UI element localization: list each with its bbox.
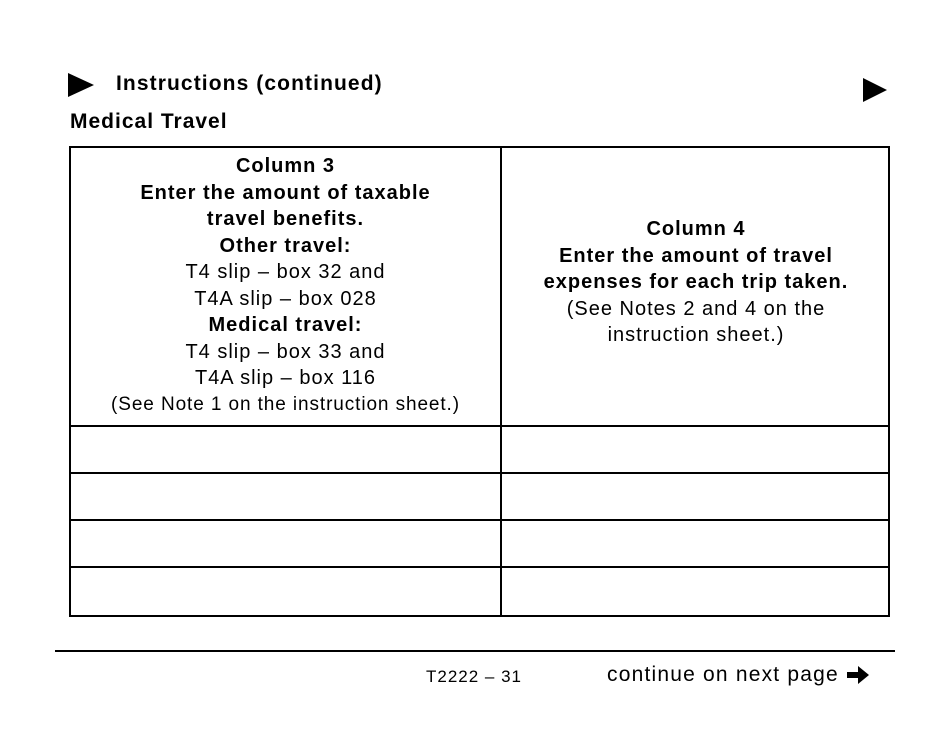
column-4-heading: Column 4: [646, 218, 746, 241]
column-3-line1: Enter the amount of taxable: [140, 181, 431, 204]
footer-divider: [55, 650, 895, 652]
column-3-header: [71, 148, 502, 427]
row-1-column-3-field[interactable]: [71, 427, 502, 474]
column-4-header: [502, 148, 890, 427]
other-travel-line1: T4 slip – box 32 and: [185, 261, 386, 283]
column-4-note1: (See Notes 2 and 4 on the: [566, 297, 826, 320]
continue-link: [607, 663, 871, 687]
row-4-column-4-field[interactable]: [502, 568, 890, 615]
column-3-line2: travel benefits.: [206, 208, 365, 230]
other-travel-line2: T4A slip – box 028: [194, 287, 377, 310]
continue-label: continue on next page: [607, 663, 839, 686]
row-1-column-4-field[interactable]: [502, 427, 890, 474]
medical-travel-line2: T4A slip – box 116: [194, 367, 377, 389]
column-3-note: (See Note 1 on the instruction sheet.): [111, 393, 460, 415]
row-3-column-3-field[interactable]: [71, 521, 502, 568]
medical-travel-table: [69, 146, 890, 617]
triangle-right-icon: [68, 73, 94, 97]
page-reference: T2222 – 31: [426, 667, 523, 686]
column-4-note2: instruction sheet.): [607, 324, 785, 347]
row-2-column-4-field[interactable]: [502, 474, 890, 521]
row-4-column-3-field[interactable]: [71, 568, 502, 615]
medical-travel-line1: T4 slip – box 33 and: [185, 340, 386, 363]
triangle-right-icon: [863, 78, 887, 102]
section-title: Medical Travel: [70, 110, 228, 133]
row-2-column-3-field[interactable]: [71, 474, 502, 521]
arrow-right-icon: [845, 663, 871, 687]
column-4-line2: expenses for each trip taken.: [543, 271, 849, 294]
column-4-line1: Enter the amount of travel: [559, 244, 833, 267]
page-title: Instructions (continued): [116, 72, 383, 95]
column-3-heading: Column 3: [235, 155, 336, 177]
medical-travel-heading: Medical travel:: [208, 314, 363, 336]
instructions-header: [68, 70, 890, 102]
other-travel-heading: Other travel:: [219, 234, 352, 257]
row-3-column-4-field[interactable]: [502, 521, 890, 568]
